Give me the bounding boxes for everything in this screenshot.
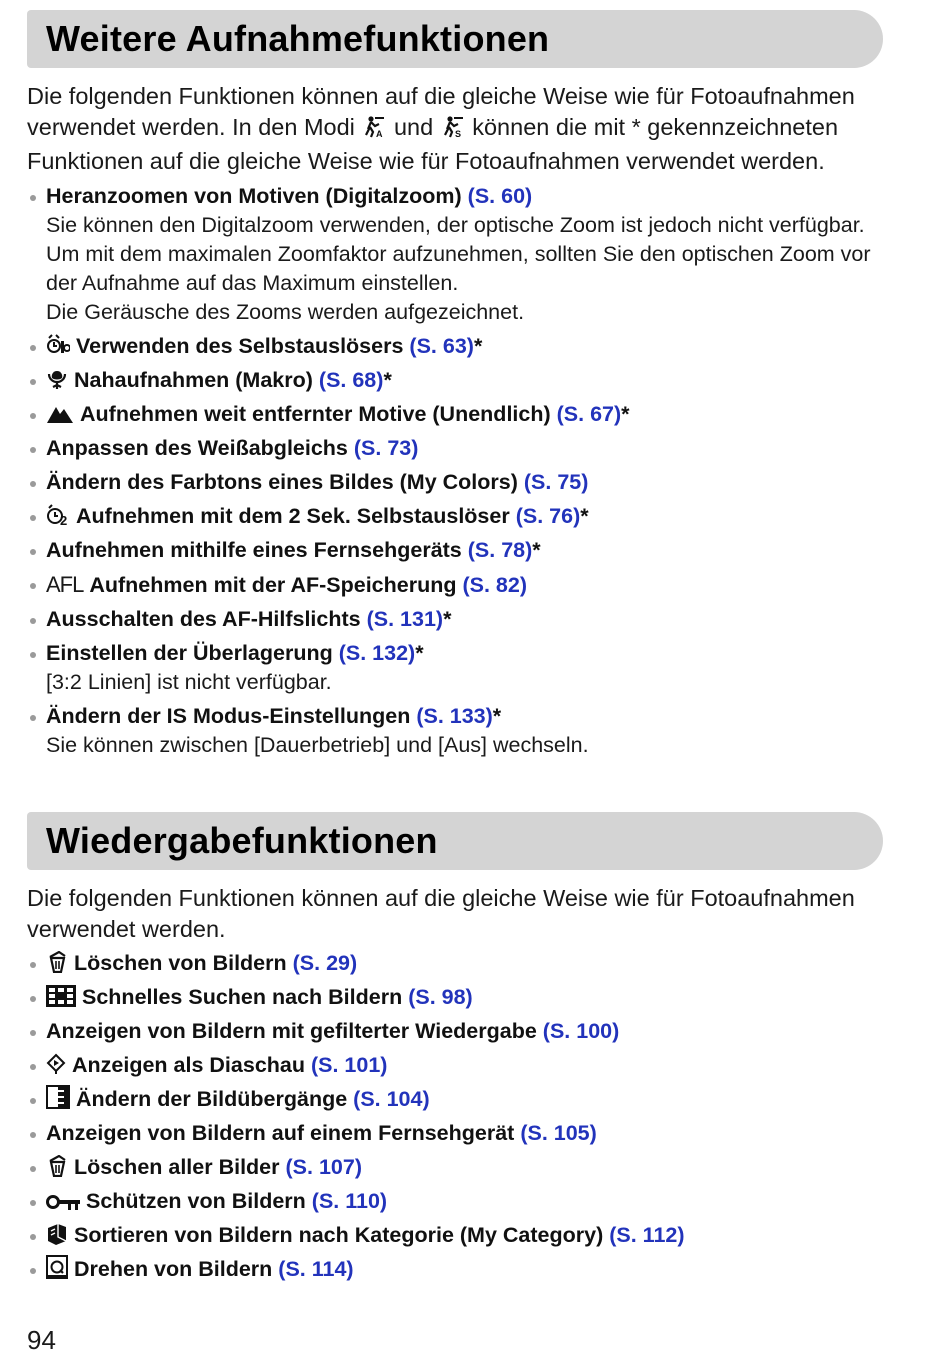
- list-item: Sortieren von Bildern nach Kategorie (My Category) (S. 112): [27, 1221, 883, 1250]
- list-item: Ändern der Bildübergänge (S. 104): [27, 1085, 883, 1114]
- list-item: 2 Aufnehmen mit dem 2 Sek. Selbstauslöser (S. 76)*: [27, 502, 883, 531]
- page-ref-link[interactable]: (S. 78): [467, 537, 533, 562]
- page-ref-link[interactable]: (S. 98): [408, 985, 473, 1009]
- page-ref-link[interactable]: (S. 75): [523, 469, 589, 494]
- section-banner: [27, 10, 883, 68]
- index-grid-icon: [46, 985, 76, 1007]
- page-ref-link[interactable]: (S. 100): [542, 1019, 620, 1043]
- trash-icon: [46, 951, 68, 973]
- rotate-icon: [46, 1255, 68, 1279]
- svg-text:S: S: [454, 128, 461, 139]
- list-item: Anpassen des Weißabgleichs (S. 73): [27, 434, 883, 463]
- page-number: 94: [27, 1325, 56, 1355]
- af-lock-icon: AFL: [46, 571, 84, 597]
- page-ref-link[interactable]: (S. 82): [462, 572, 527, 597]
- svg-text:2: 2: [60, 512, 68, 526]
- list-item: Nahaufnahmen (Makro) (S. 68)*: [27, 366, 883, 395]
- list-item: Schnelles Suchen nach Bildern (S. 98): [27, 983, 883, 1012]
- section-intro: Die folgenden Funktionen können auf die gleiche Weise wie für Fotoaufnahmen verwendet werden.: [27, 885, 855, 942]
- list-item: Schützen von Bildern (S. 110): [27, 1187, 883, 1216]
- section-title: Wiedergabefunktionen: [46, 820, 438, 861]
- page-ref-link[interactable]: (S. 132): [338, 640, 416, 665]
- page-ref-link[interactable]: (S. 68): [318, 367, 384, 392]
- list-item: Aufnehmen mithilfe eines Fernsehgeräts (S. 78)*: [27, 536, 883, 565]
- macro-flower-icon: [46, 368, 68, 390]
- section-title: Weitere Aufnahmefunktionen: [46, 18, 550, 59]
- list-item: Ändern des Farbtons eines Bildes (My Colors) (S. 75): [27, 468, 883, 497]
- page-ref-link[interactable]: (S. 101): [310, 1053, 388, 1077]
- page-ref-link[interactable]: (S. 67): [556, 401, 622, 426]
- svg-text:A: A: [376, 128, 383, 139]
- list-item: Anzeigen als Diaschau (S. 101): [27, 1051, 883, 1080]
- page-ref-link[interactable]: (S. 131): [366, 606, 444, 631]
- page-ref-link[interactable]: (S. 112): [609, 1223, 685, 1247]
- key-protect-icon: [46, 1193, 80, 1211]
- list-item: Einstellen der Überlagerung (S. 132)* [3:2 Linien] ist nicht verfügbar.: [27, 639, 883, 697]
- list-item: Verwenden des Selbstauslösers (S. 63)*: [27, 332, 883, 361]
- self-timer-icon: [46, 334, 70, 356]
- page-ref-link[interactable]: (S. 107): [285, 1155, 362, 1179]
- infinity-mountain-icon: [46, 402, 74, 424]
- list-item: Drehen von Bildern (S. 114): [27, 1255, 883, 1284]
- section-weitere-aufnahmefunktionen: [27, 10, 883, 765]
- slideshow-icon: [46, 1053, 66, 1075]
- list-item: Aufnehmen weit entfernter Motive (Unendlich) (S. 67)*: [27, 400, 883, 429]
- list-item: Heranzoomen von Motiven (Digitalzoom) (S. 60) Sie können den Digitalzoom verwenden, der optische Zoom ist jedoch nicht verfügbar. Um mit dem maximalen Zoomfaktor aufzunehmen, sollten Sie den optischen Zoom vor der Aufnahme auf das Maximum einstellen. Die Geräusche des Zooms werden aufgezeichnet.: [27, 182, 883, 327]
- movie-mode-a-icon: [363, 115, 385, 147]
- section-banner: [27, 812, 883, 870]
- section-wiedergabefunktionen: [27, 812, 883, 1289]
- page-ref-link[interactable]: (S. 29): [292, 951, 358, 975]
- page-ref-link[interactable]: (S. 63): [409, 333, 474, 358]
- trash-icon: [46, 1155, 68, 1177]
- two-second-timer-icon: [46, 504, 70, 526]
- transition-icon: [46, 1085, 70, 1109]
- category-icon: [46, 1223, 68, 1245]
- list-item: Löschen von Bildern (S. 29): [27, 949, 883, 978]
- page-ref-link[interactable]: (S. 76): [515, 503, 581, 528]
- list-item: AFL Aufnehmen mit der AF-Speicherung (S. 82): [27, 570, 883, 600]
- page-ref-link[interactable]: (S. 133): [416, 703, 493, 728]
- list-item: Ausschalten des AF-Hilfslichts (S. 131)*: [27, 605, 883, 634]
- section-intro: Die folgenden Funktionen können auf die gleiche Weise wie für Fotoaufnahmen verwendet werden. In den Modi A und S können die mit * gekennzeichneten Funktionen auf die gleiche Weise wie für Fotoaufnahmen verwendet werden.: [27, 83, 855, 174]
- page-ref-link[interactable]: (S. 114): [278, 1257, 354, 1281]
- list-item: Anzeigen von Bildern mit gefilterter Wiedergabe (S. 100): [27, 1017, 883, 1046]
- list-item: Löschen aller Bilder (S. 107): [27, 1153, 883, 1182]
- feature-list: [27, 182, 883, 760]
- movie-mode-s-icon: [442, 115, 464, 147]
- page-ref-link[interactable]: (S. 104): [353, 1087, 430, 1111]
- feature-list: [27, 949, 883, 1284]
- page-ref-link[interactable]: (S. 105): [520, 1121, 597, 1145]
- list-item: Anzeigen von Bildern auf einem Fernsehgerät (S. 105): [27, 1119, 883, 1148]
- page-ref-link[interactable]: (S. 110): [311, 1189, 388, 1213]
- page-ref-link[interactable]: (S. 60): [467, 183, 533, 208]
- list-item: Ändern der IS Modus-Einstellungen (S. 133)* Sie können zwischen [Dauerbetrieb] und [Aus] wechseln.: [27, 702, 883, 760]
- page-ref-link[interactable]: (S. 73): [353, 435, 419, 460]
